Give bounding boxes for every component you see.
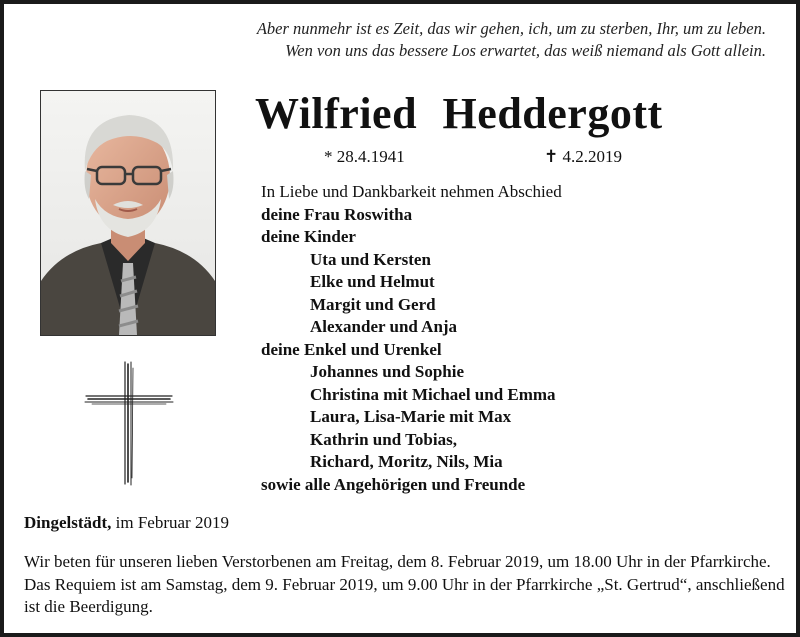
portrait-photo	[40, 90, 216, 336]
child-entry: Uta und Kersten	[310, 249, 431, 269]
mourner-wife: deine Frau Roswitha	[261, 204, 413, 224]
death-date: ✝ 4.2.2019	[544, 147, 622, 166]
grandchild-entry: Johannes und Sophie	[310, 362, 465, 381]
quote-line-2: Wen von uns das bessere Los erwartet, das weiß niemand als Gott allein.	[285, 41, 766, 60]
child-entry: Alexander und Anja	[310, 317, 458, 336]
cross-icon	[84, 360, 174, 491]
quote-line-1: Aber nunmehr ist es Zeit, das wir gehen, ich, um zu sterben, Ihr, um zu leben.	[256, 19, 766, 38]
place-date	[24, 513, 229, 533]
deceased-name: Wilfried Heddergott	[255, 89, 663, 138]
place-month: im Februar 2019	[115, 513, 229, 532]
grandchildren-label: deine Enkel und Urenkel	[261, 339, 442, 359]
mourners-closing: sowie alle Angehörigen und Freunde	[261, 474, 526, 494]
child-entry: Elke und Helmut	[310, 272, 435, 291]
grandchild-entry: Richard, Moritz, Nils, Mia	[310, 452, 503, 471]
mourners-intro: In Liebe und Dankbarkeit nehmen Abschied	[261, 182, 562, 201]
birth-date: * 28.4.1941	[324, 147, 405, 166]
grandchild-entry: Kathrin und Tobias,	[310, 429, 457, 449]
grandchild-entry: Laura, Lisa-Marie mit Max	[310, 407, 512, 426]
grandchild-entry: Christina mit Michael und Emma	[310, 384, 556, 404]
child-entry: Margit und Gerd	[310, 294, 436, 314]
bible-quote	[257, 18, 766, 62]
mourners-list	[261, 181, 562, 496]
children-label: deine Kinder	[261, 227, 356, 246]
place-town: Dingelstädt,	[24, 513, 112, 532]
service-info: Wir beten für unseren lieben Verstorbenen am Freitag, dem 8. Februar 2019, um 18.00 Uhr in der Pfarrkirche. Das Requiem ist am Samstag, dem 9. Februar 2019, um 9.00 Uhr in der Pfarrkirche „St. Gertrud“, anschließend ist die Beerdigung.	[24, 552, 785, 616]
